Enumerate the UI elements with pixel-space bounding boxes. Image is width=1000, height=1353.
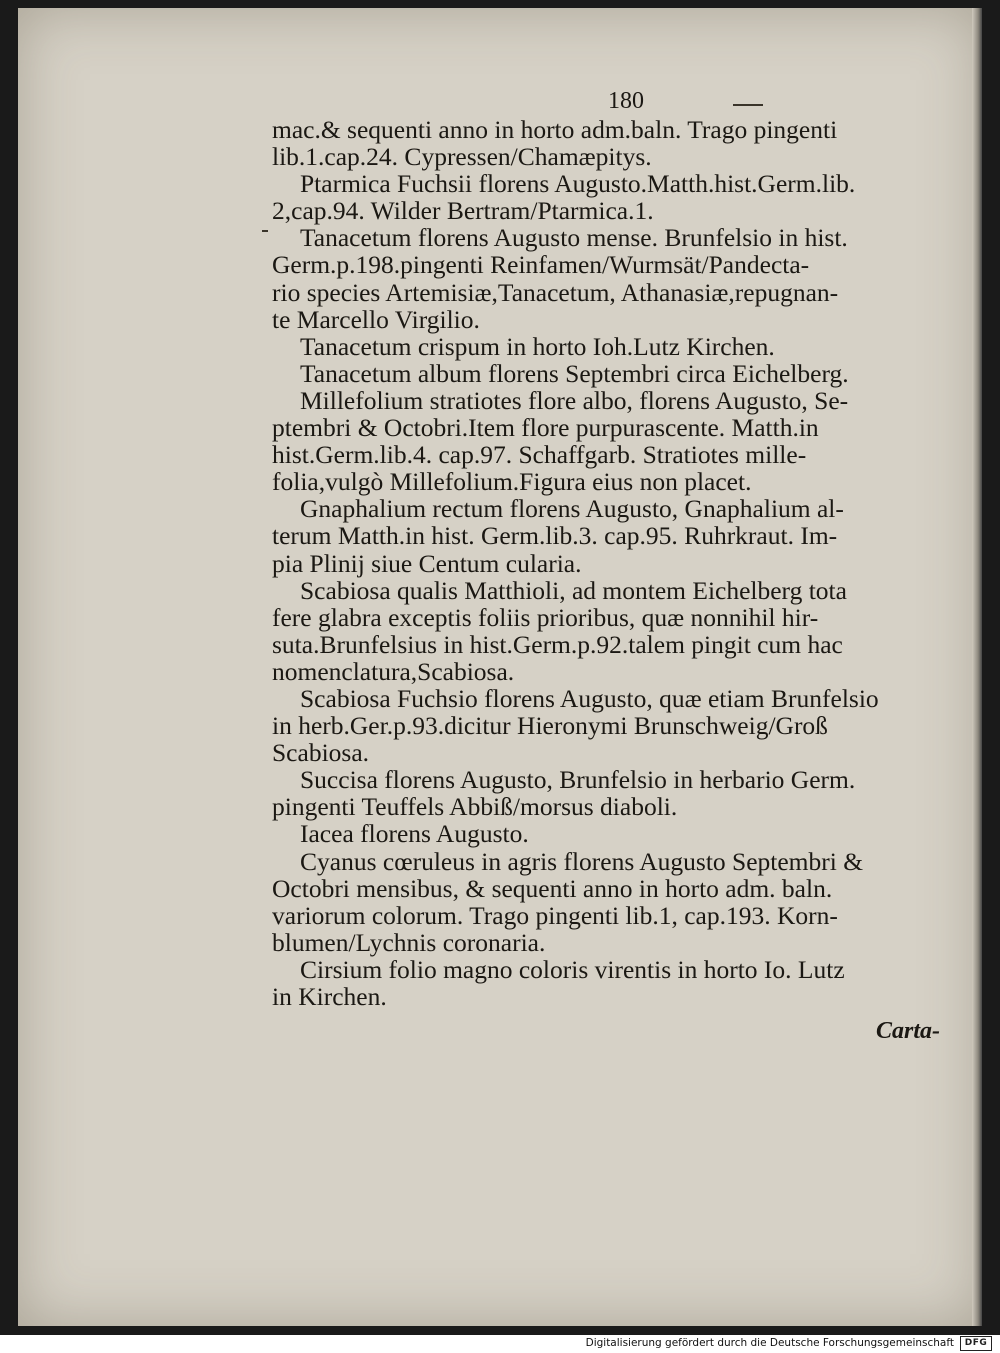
text-line: rio species Artemisiæ,Tanacetum, Athanasiæ,repugnan- [272, 277, 839, 307]
text-line: in Kirchen. [272, 982, 387, 1011]
footer-bar [0, 1335, 1000, 1353]
text-line: Iacea florens Augusto. [300, 819, 529, 849]
text-line: Millefolium stratiotes flore albo, florens Augusto, Se- [300, 385, 849, 415]
page-text [272, 86, 940, 1045]
text-line: lib.1.cap.24. Cypressen/Chamæpitys. [272, 142, 652, 172]
funding-credit: Digitalisierung gefördert durch die Deutsche Forschungsgemeinschaft [585, 1337, 954, 1349]
catchword: Carta- [875, 1018, 940, 1045]
text-line: Tanacetum album florens Septembri circa Eichelberg. [300, 358, 849, 388]
text-line: Scabiosa Fuchsio florens Augusto, quæ etiam Brunfelsio [300, 683, 879, 713]
text-line: Ptarmica Fuchsii florens Augusto.Matth.hist.Germ.lib. [300, 169, 856, 199]
text-line: Scabiosa qualis Matthioli, ad montem Eichelberg tota [300, 575, 847, 605]
text-line: nomenclatura,Scabiosa. [272, 656, 515, 686]
text-line: pia Plinij siue Centum cularia. [272, 548, 582, 578]
text-line: hist.Germ.lib.4. cap.97. Schaffgarb. Stratiotes mille- [272, 440, 807, 470]
text-line: in herb.Ger.p.93.dicitur Hieronymi Brunschweig/Groß [272, 711, 828, 741]
text-line: Cyanus cœruleus in agris florens Augusto Septembri & [300, 846, 864, 876]
text-line: Tanacetum crispum in horto Ioh.Lutz Kirchen. [300, 331, 775, 361]
page-edge [972, 8, 982, 1326]
text-line: Scabiosa. [272, 738, 370, 768]
page-number: 180 [608, 88, 644, 114]
text-line: blumen/Lychnis coronaria. [272, 927, 546, 957]
text-line: variorum colorum. Trago pingenti lib.1, cap.193. Korn- [272, 900, 838, 930]
text-line: pingenti Teuffels Abbiß/morsus diaboli. [272, 792, 678, 822]
text-line: terum Matth.in hist. Germ.lib.3. cap.95. Ruhrkraut. Im- [272, 521, 838, 551]
text-line: 2,cap.94. Wilder Bertram/Ptarmica.1. [272, 196, 654, 226]
text-line: Succisa florens Augusto, Brunfelsio in herbario Germ. [300, 765, 856, 795]
text-line: Gnaphalium rectum florens Augusto, Gnaphalium al- [300, 494, 844, 524]
text-line: mac.& sequenti anno in horto adm.baln. Trago pingenti [272, 115, 838, 144]
text-line: suta.Brunfelsius in hist.Germ.p.92.talem pingit cum hac [272, 629, 843, 659]
text-line: fere glabra exceptis foliis prioribus, quæ nonnihil hir- [272, 602, 819, 632]
text-line: Germ.p.198.pingenti Reinfamen/Wurmsät/Pandecta- [272, 250, 810, 280]
text-line: Octobri mensibus, & sequenti anno in horto adm. baln. [272, 873, 833, 903]
text-line: folia,vulgò Millefolium.Figura eius non placet. [272, 467, 752, 497]
text-line: Tanacetum florens Augusto mense. Brunfelsio in hist. [300, 223, 848, 253]
text-line: te Marcello Virgilio. [272, 304, 480, 334]
dfg-logo: DFG [960, 1336, 992, 1351]
margin-mark [262, 230, 268, 232]
text-line: ptembri & Octobri.Item flore purpurascente. Matth.in [272, 413, 819, 443]
text-line: Cirsium folio magno coloris virentis in horto Io. Lutz [300, 954, 845, 984]
